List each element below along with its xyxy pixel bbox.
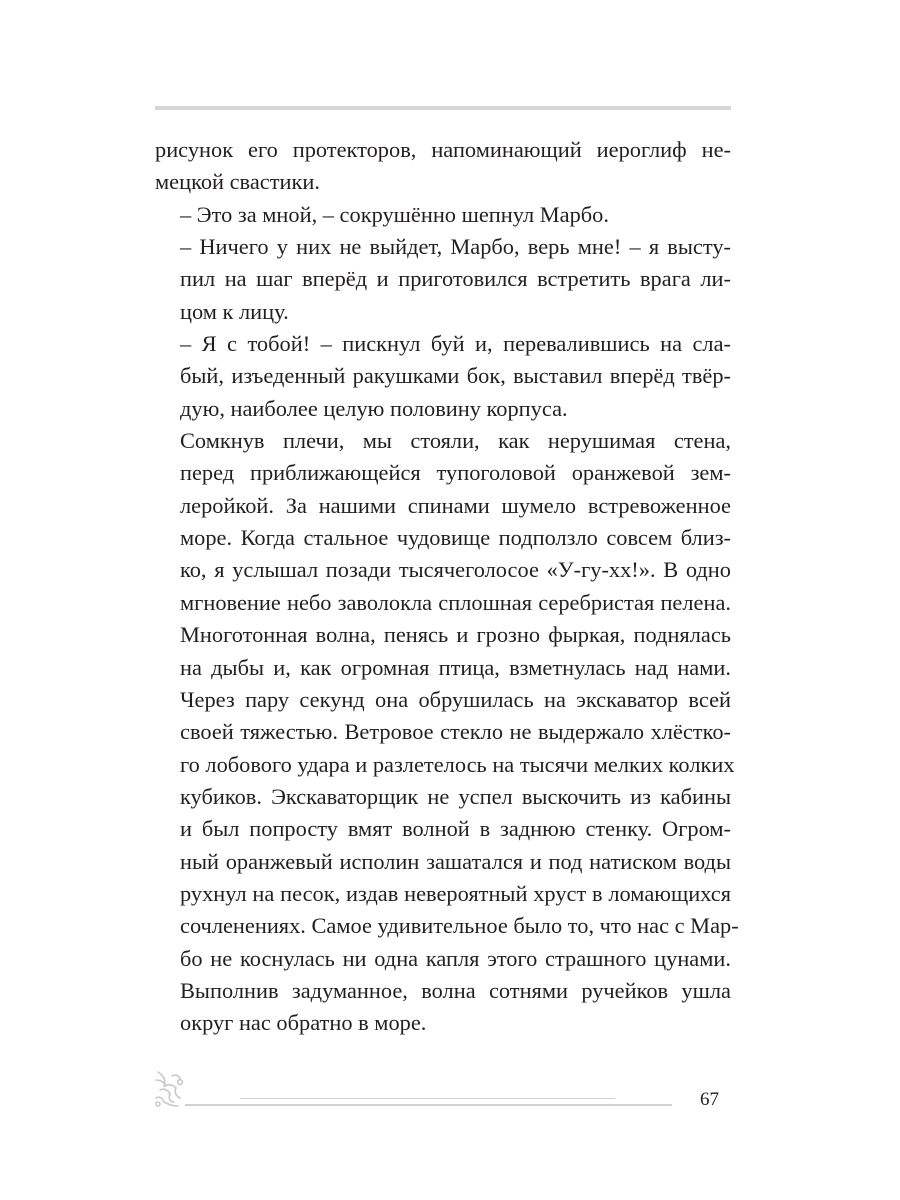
footer-rule xyxy=(240,1098,615,1099)
paragraph-5 xyxy=(155,425,739,1040)
text-line: Сомкнув плечи, мы стояли, как нерушимая стена, xyxy=(180,428,731,454)
text-line: мгновение небо заволокла сплошная серебристая пелена. xyxy=(180,589,731,615)
text-line: Многотонная волна, пенясь и грозно фыркая, поднялась xyxy=(180,622,731,648)
text-line: кубиков. Экскаваторщик не успел выскочить из кабины xyxy=(180,783,731,809)
text-line: и был попросту вмят волной в заднюю стенку. Огром- xyxy=(180,816,731,842)
text-line: го лобового удара и разлетелось на тысячи мелких колких xyxy=(180,751,735,777)
page-number: 67 xyxy=(700,1089,719,1110)
text-line: мецкой свастики. xyxy=(155,169,320,195)
text-line: море. Когда стальное чудовище подползло совсем близ- xyxy=(180,525,731,551)
text-line: – Ничего у них не выйдет, Марбо, верь мне! – я высту- xyxy=(180,234,731,260)
text-line: бый, изъеденный ракушками бок, выставил вперёд твёр- xyxy=(180,363,731,389)
paragraph-1 xyxy=(155,134,731,199)
text-line: перед приближающейся тупоголовой оранжевой зем- xyxy=(180,460,731,486)
paragraph-4 xyxy=(155,328,731,425)
text-line: на дыбы и, как огромная птица, взметнулась над нами. xyxy=(180,654,731,680)
text-line: ный оранжевый исполин зашатался и под натиском воды xyxy=(180,848,731,874)
text-line: Через пару секунд она обрушилась на экскаватор всей xyxy=(180,686,731,712)
text-line: леройкой. За нашими спинами шумело встревоженное xyxy=(180,492,731,518)
text-line: своей тяжестью. Ветровое стекло не выдержало хлёстко- xyxy=(180,719,731,745)
text-line: – Я с тобой! – пискнул буй и, перевалившись на сла- xyxy=(180,331,731,357)
text-line: дую, наиболее целую половину корпуса. xyxy=(180,395,568,421)
header-rule xyxy=(155,106,731,110)
paragraph-3 xyxy=(155,231,731,328)
floral-ornament-icon xyxy=(150,1066,190,1110)
footer-rule xyxy=(185,1104,672,1106)
text-line: пил на шаг вперёд и приготовился встретить врага ли- xyxy=(180,266,731,292)
paragraph-2 xyxy=(155,199,731,231)
text-line: рисунок его протекторов, напоминающий иероглиф не- xyxy=(155,137,731,162)
text-line: Выполнив задуманное, волна сотнями ручейков ушла xyxy=(180,977,731,1003)
text-line: сочленениях. Самое удивительное было то, что нас с Мар- xyxy=(180,913,739,939)
text-line: ко, я услышал позади тысячеголосое «У-гу-хх!». В одно xyxy=(180,557,731,583)
text-line: рухнул на песок, издав невероятный хруст в ломающихся xyxy=(180,880,731,906)
body-text xyxy=(155,134,739,1040)
text-line: цом к лицу. xyxy=(180,298,289,324)
text-line: – Это за мной, – сокрушённо шепнул Марбо. xyxy=(180,201,609,227)
text-line: округ нас обратно в море. xyxy=(180,1010,427,1036)
text-line: бо не коснулась ни одна капля этого страшного цунами. xyxy=(180,945,731,971)
